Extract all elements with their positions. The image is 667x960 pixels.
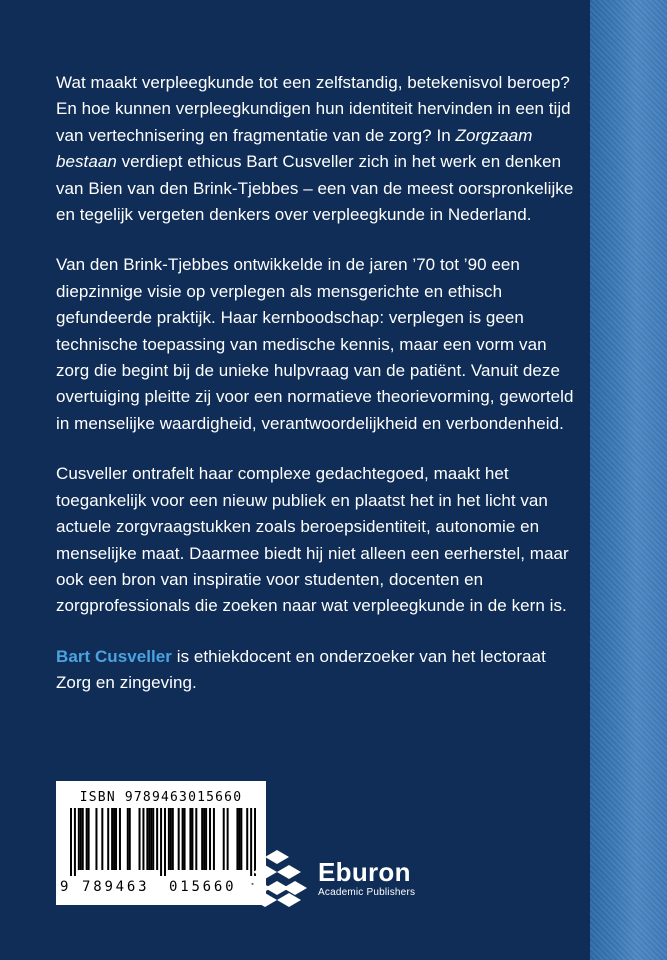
ean-first-digit: 9	[60, 879, 69, 895]
barcode-bar	[184, 808, 186, 870]
blurb-paragraph-2: Van den Brink-Tjebbes ontwikkelde in de jaren ’70 tot ’90 een diepzinnige visie op verplegen als mensgerichte en ethisch gefundeerde praktijk. Haar kernboodschap: verplegen is geen technische toepassing van medische kennis, maar een vorm van zorg die begint bij de unieke hulpvraag van de patiënt. Vanuit deze overtuiging pleitte zij voor een normatieve theorievorming, geworteld in menselijke waardigheid, verantwoordelijkheid en verbondenheid.	[56, 255, 574, 433]
barcode-bar	[189, 808, 191, 870]
barcode-bar	[70, 808, 72, 876]
blurb-paragraph-1-start: Wat maakt verpleegkunde tot een zelfstandig, betekenisvol beroep? En hoe kunnen verpleegkundigen hun identiteit hervinden in een tijd van vertechnisering en fragmentatie van de zorg? In	[56, 73, 571, 145]
isbn-label: ISBN 9789463015660	[79, 790, 243, 805]
barcode-bar	[142, 808, 144, 870]
blurb	[56, 70, 576, 721]
isbn-barcode	[56, 781, 266, 905]
barcode-bar	[227, 808, 229, 870]
barcode-bar	[240, 808, 242, 870]
author-name: Bart Cusveller	[56, 646, 172, 666]
eburon-logo-icon	[245, 848, 309, 908]
barcode-bar	[205, 808, 207, 870]
blurb-paragraph-3: Cusveller ontrafelt haar complexe gedachtegoed, maakt het toegankelijk voor een nieuw publiek en plaatst het in het licht van actuele zorgvraagstukken zoals beroepsidentiteit, autonomie en menselijke maat. Daarmee biedt hij niet alleen een eerherstel, maar ook een bron van inspiratie voor studenten, docenten en zorgprofessionals die zoeken naar wat verpleegkunde in de kern is.	[56, 464, 569, 616]
blurb-paragraph-1-end: verdiept ethicus Bart Cusveller zich in het werk en denken van Bien van den Brink-Tjebbes – een van de meest oorspronkelijke en tegelijk vergeten denkers over verpleegkunde in Nederland.	[56, 152, 574, 225]
barcode-bar	[115, 808, 117, 870]
barcode-bar	[107, 808, 109, 870]
barcode-bar	[213, 808, 215, 870]
barcode-bar	[195, 808, 197, 870]
blurb-paragraph-1	[56, 70, 576, 228]
barcode-bar	[203, 808, 205, 870]
barcode-bar	[82, 808, 84, 870]
barcode-bar	[164, 808, 166, 876]
barcode-bar	[95, 808, 97, 870]
barcode-bar	[152, 808, 154, 870]
barcode-bar	[78, 808, 80, 870]
publisher-tagline: Academic Publishers	[318, 887, 416, 898]
barcode-bar	[129, 808, 131, 870]
barcode-bar	[182, 808, 184, 870]
barcode-bar	[178, 808, 180, 870]
barcode-bar	[150, 808, 152, 870]
author-bio	[56, 644, 576, 697]
barcode-bar	[209, 808, 211, 870]
ean-left-digits: 789463	[82, 879, 150, 895]
barcode-bar	[119, 808, 121, 870]
barcode-bar	[236, 808, 238, 870]
barcode-bars	[70, 808, 256, 876]
author-bio-text: is ethiekdocent en onderzoeker van het lectoraat Zorg en zingeving.	[56, 646, 546, 693]
barcode-bar	[101, 808, 103, 870]
barcode-bar	[191, 808, 193, 870]
spine-edge	[590, 0, 667, 960]
barcode-bar	[139, 808, 141, 870]
barcode-bar	[238, 808, 240, 870]
barcode-bar	[86, 808, 88, 870]
barcode-bar	[127, 808, 129, 870]
barcode-bar	[148, 808, 150, 870]
barcode-bar	[172, 808, 174, 870]
barcode-bar	[201, 808, 203, 870]
barcode-bar	[223, 808, 225, 870]
ean-right-digits: 015660	[169, 879, 237, 895]
book-title-italic: Zorgzaam bestaan	[56, 125, 533, 172]
publisher-name: Eburon	[318, 857, 411, 887]
barcode-bar	[170, 808, 172, 870]
barcode-bar	[80, 808, 82, 870]
barcode-bar	[146, 808, 148, 870]
barcode-bar	[156, 808, 158, 870]
barcode-bar	[160, 808, 162, 876]
barcode-bar	[168, 808, 170, 870]
barcode-bar	[111, 808, 113, 870]
barcode-bar	[113, 808, 115, 870]
barcode-bar	[88, 808, 90, 870]
ean-digits	[56, 879, 266, 899]
barcode-bar	[74, 808, 76, 876]
